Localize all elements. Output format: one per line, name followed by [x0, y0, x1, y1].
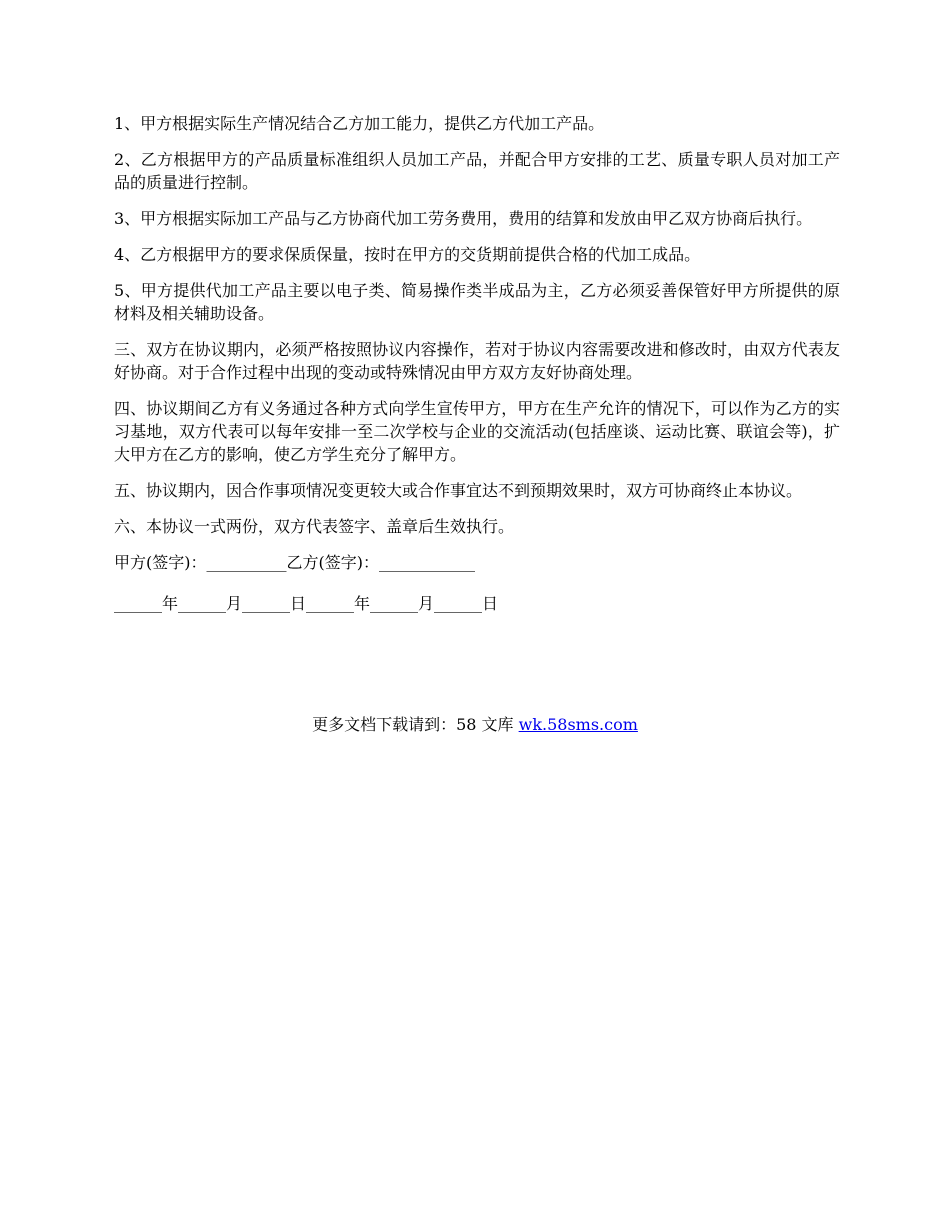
section-four: 四、协议期间乙方有义务通过各种方式向学生宣传甲方，甲方在生产允许的情况下，可以作为乙方的实习基地，双方代表可以每年安排一至二次学校与企业的交流活动(包括座谈、运动比赛、联谊会等)，扩大甲方在乙方的影响，使乙方学生充分了解甲方。 — [114, 399, 840, 464]
document-body — [114, 112, 840, 633]
footer-text: 更多文档下载请到：58 文库 — [312, 715, 519, 734]
signature-line: 甲方(签字)：__________乙方(签字)：____________ — [114, 553, 475, 572]
clause-5: 5、甲方提供代加工产品主要以电子类、简易操作类半成品为主，乙方必须妥善保管好甲方所提供的原材料及相关辅助设备。 — [114, 281, 840, 323]
footer — [0, 713, 950, 736]
clause-3: 3、甲方根据实际加工产品与乙方协商代加工劳务费用，费用的结算和发放由甲乙双方协商后执行。 — [114, 209, 813, 228]
section-five: 五、协议期内，因合作事项情况变更较大或合作事宜达不到预期效果时，双方可协商终止本协议。 — [114, 481, 803, 500]
date-line: ______年______月______日______年______月______日 — [114, 594, 499, 613]
section-six: 六、本协议一式两份，双方代表签字、盖章后生效执行。 — [114, 517, 515, 536]
footer-link[interactable]: wk.58sms.com — [518, 715, 638, 734]
section-three: 三、双方在协议期内，必须严格按照协议内容操作，若对于协议内容需要改进和修改时，由双方代表友好协商。对于合作过程中出现的变动或特殊情况由甲方双方友好协商处理。 — [114, 340, 840, 382]
clause-2: 2、乙方根据甲方的产品质量标准组织人员加工产品，并配合甲方安排的工艺、质量专职人员对加工产品的质量进行控制。 — [114, 150, 840, 192]
clause-1: 1、甲方根据实际生产情况结合乙方加工能力，提供乙方代加工产品。 — [114, 114, 605, 133]
clause-4: 4、乙方根据甲方的要求保质保量，按时在甲方的交货期前提供合格的代加工成品。 — [114, 245, 701, 264]
